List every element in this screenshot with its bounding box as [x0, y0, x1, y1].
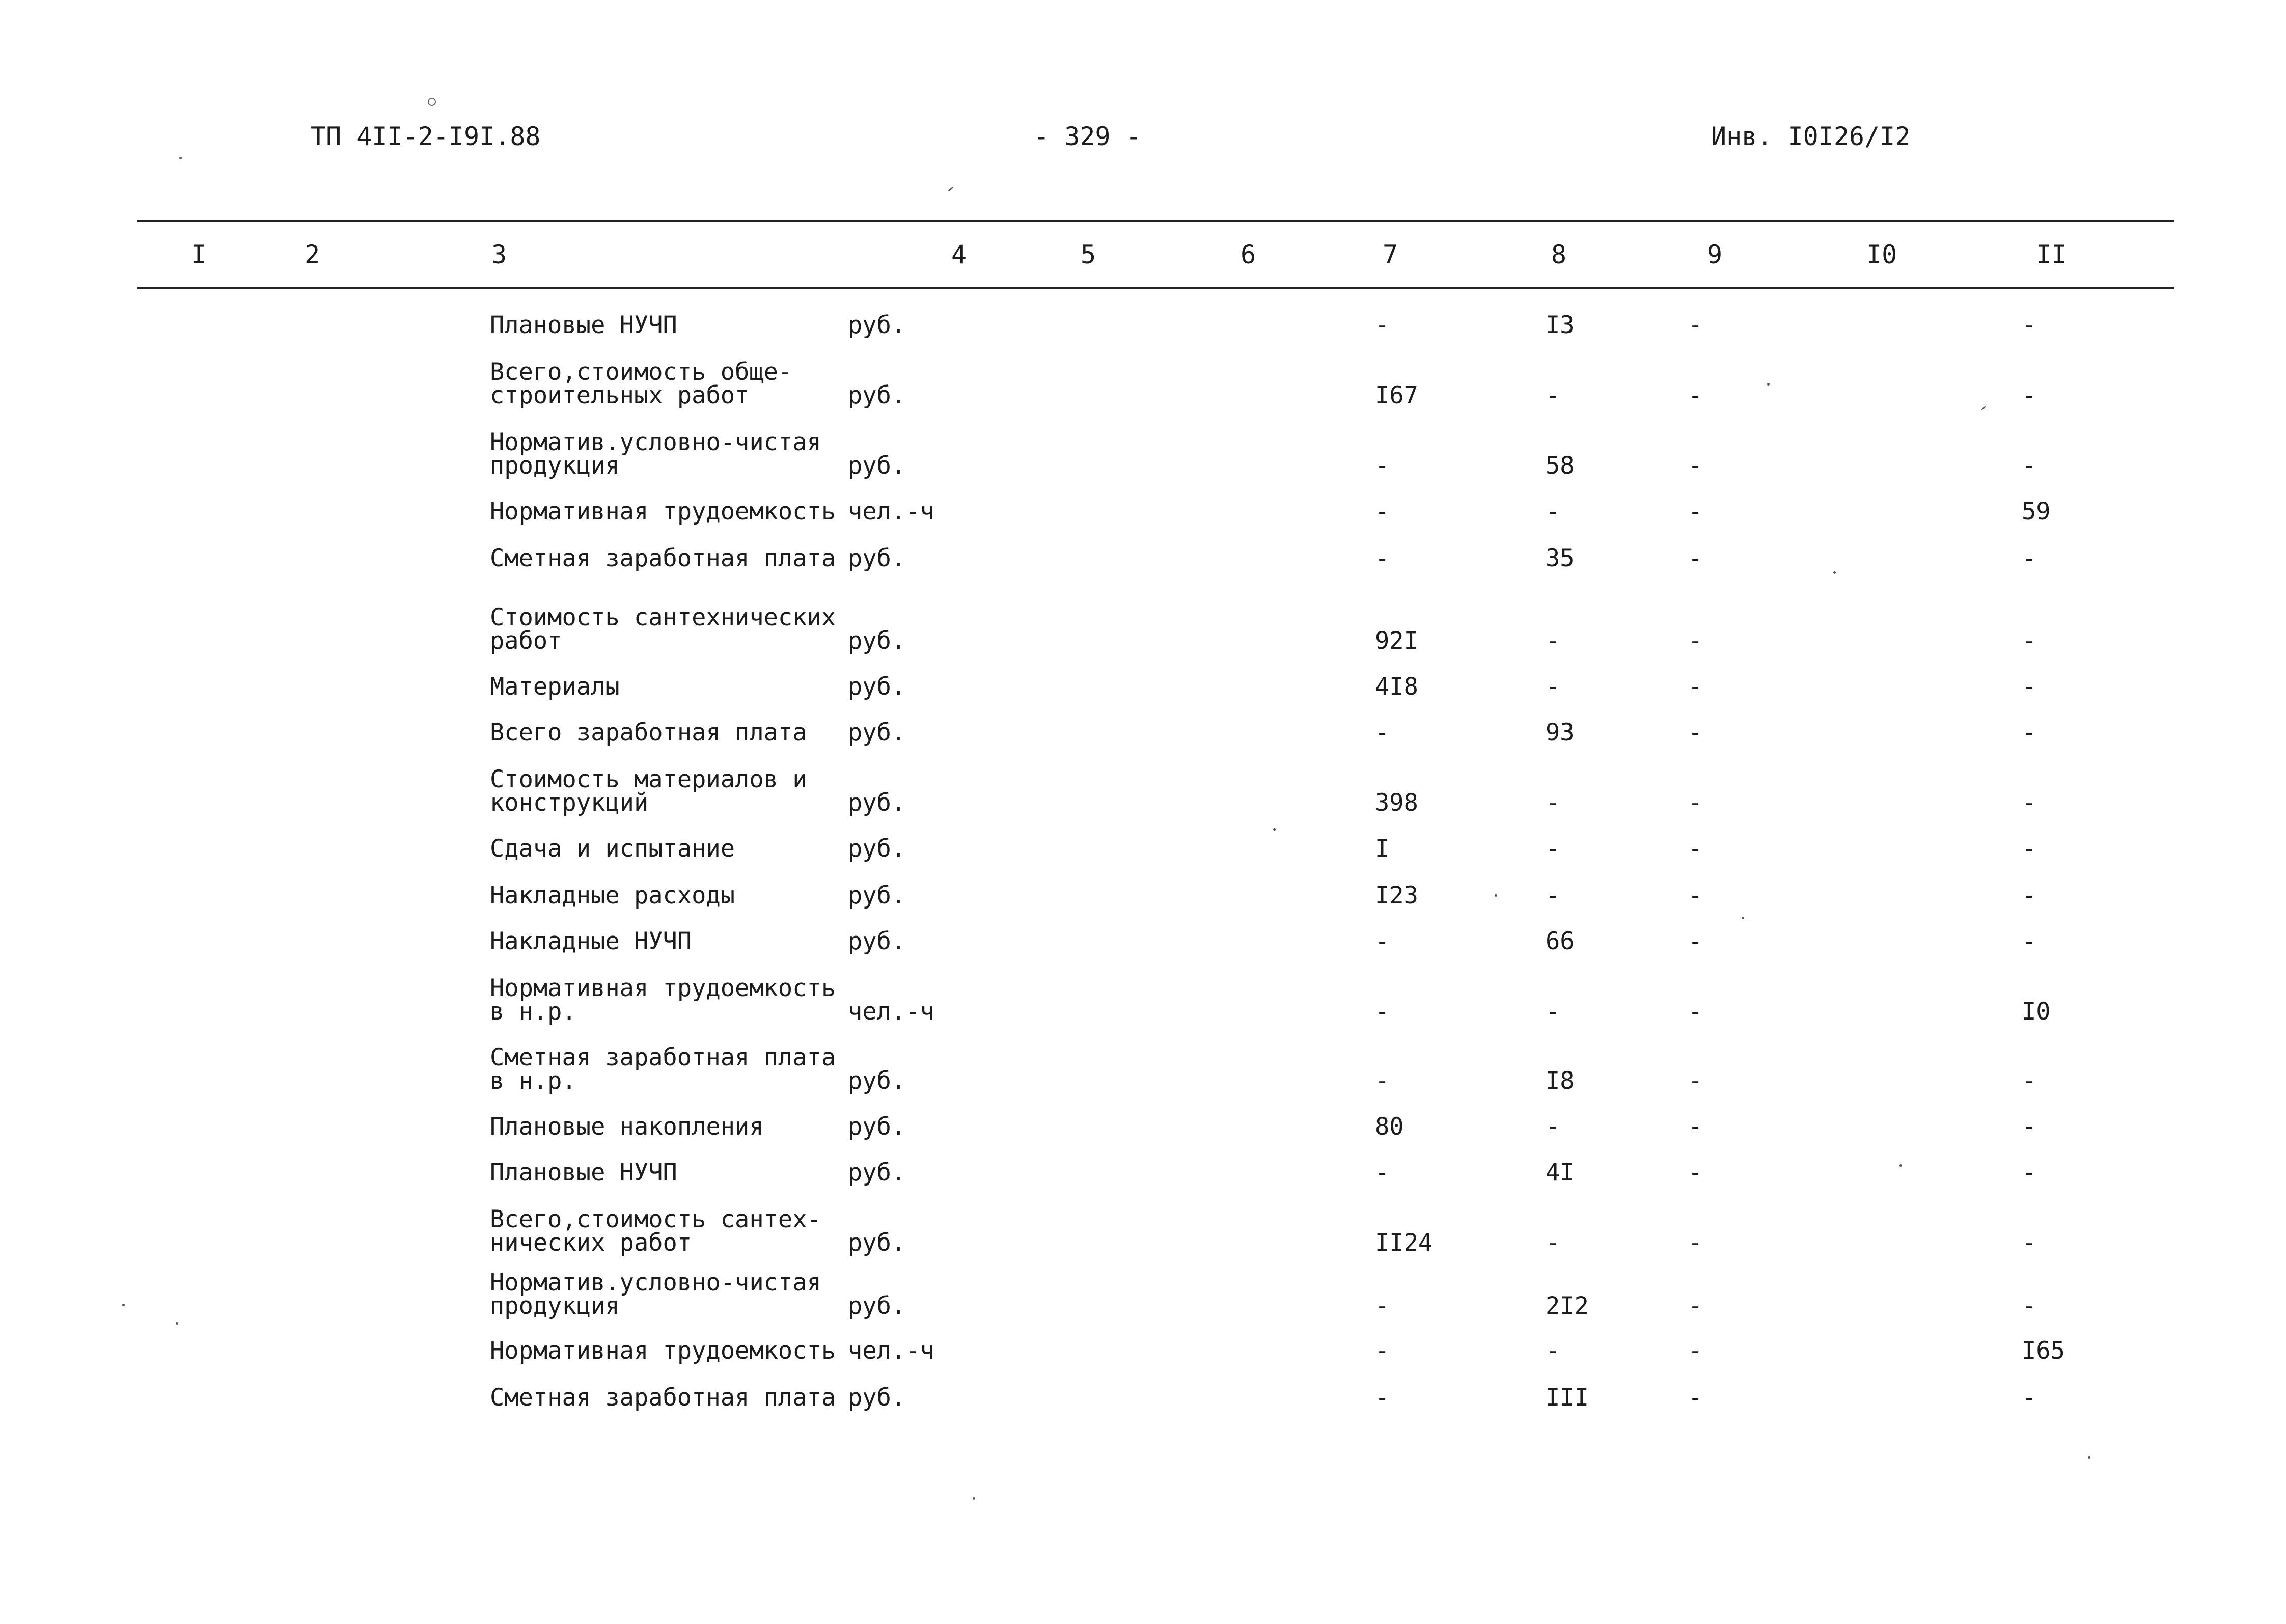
- scan-speck: [1899, 1164, 1902, 1167]
- table-row: [0, 500, 2286, 524]
- row-col11: -: [2022, 627, 2036, 655]
- row-name: Сметная заработная плата: [490, 544, 836, 572]
- row-col7: I67: [1375, 381, 1418, 409]
- row-col9: -: [1688, 673, 1703, 701]
- row-unit: руб.: [848, 835, 906, 863]
- row-unit: руб.: [848, 544, 906, 572]
- row-col7: II24: [1375, 1229, 1433, 1257]
- row-name: Сдача и испытание: [490, 835, 735, 863]
- scan-speck: [948, 186, 954, 192]
- table-row: [0, 1271, 2286, 1318]
- scan-speck: [973, 1497, 975, 1500]
- table-row: [0, 927, 2286, 955]
- row-col11: -: [2022, 1384, 2036, 1412]
- row-col8: -: [1546, 1113, 1560, 1141]
- scan-speck: [1833, 571, 1836, 574]
- column-number: 8: [1551, 240, 1567, 269]
- row-col7: -: [1375, 998, 1390, 1026]
- row-col9: -: [1688, 1337, 1703, 1365]
- row-col8: 93: [1546, 719, 1575, 747]
- column-number: II: [2036, 240, 2067, 269]
- row-col11: -: [2022, 927, 2036, 955]
- scan-speck: [1767, 383, 1770, 386]
- row-col7: -: [1375, 1384, 1390, 1412]
- row-unit: руб.: [848, 1113, 906, 1141]
- row-unit: руб.: [848, 627, 906, 655]
- row-unit: чел.-ч: [848, 1337, 934, 1365]
- scan-speck: [176, 1322, 178, 1325]
- row-unit: руб.: [848, 1292, 906, 1320]
- row-col11: -: [2022, 835, 2036, 863]
- scan-speck: [2088, 1456, 2090, 1459]
- row-col9: -: [1688, 311, 1703, 339]
- row-col9: -: [1688, 835, 1703, 863]
- row-col11: -: [2022, 1229, 2036, 1257]
- row-col11: -: [2022, 1292, 2036, 1320]
- row-name: Материалы: [490, 673, 620, 701]
- row-col8: -: [1546, 835, 1560, 863]
- table-row: [0, 1043, 2286, 1095]
- row-unit: руб.: [848, 1229, 906, 1257]
- row-col9: -: [1688, 1384, 1703, 1412]
- row-name: Сметная заработная плата в н.р.: [490, 1043, 836, 1095]
- row-col9: -: [1688, 544, 1703, 572]
- row-unit: руб.: [848, 882, 906, 910]
- row-unit: чел.-ч: [848, 998, 934, 1026]
- row-col11: I0: [2022, 998, 2051, 1026]
- row-name: Норматив.условно-чистая продукция: [490, 428, 821, 480]
- row-col11: -: [2022, 719, 2036, 747]
- row-col9: -: [1688, 1292, 1703, 1320]
- row-unit: руб.: [848, 719, 906, 747]
- row-col7: -: [1375, 311, 1390, 339]
- row-col7: -: [1375, 1159, 1390, 1187]
- row-name: Нормативная трудоемкость в н.р.: [490, 974, 836, 1026]
- row-name: Стоимость материалов и конструкций: [490, 765, 807, 817]
- row-col7: I: [1375, 835, 1390, 863]
- row-col7: -: [1375, 719, 1390, 747]
- row-unit: руб.: [848, 1067, 906, 1095]
- row-col7: -: [1375, 544, 1390, 572]
- row-col11: -: [2022, 1159, 2036, 1187]
- row-unit: руб.: [848, 927, 906, 955]
- scan-speck: [122, 1304, 125, 1306]
- document-code: ТП 4II-2-I9I.88: [311, 122, 541, 151]
- row-name: Стоимость сантехнических работ: [490, 603, 836, 655]
- row-col9: -: [1688, 1113, 1703, 1141]
- row-unit: руб.: [848, 1159, 906, 1187]
- row-name: Плановые НУЧП: [490, 311, 677, 339]
- row-col8: -: [1546, 381, 1560, 409]
- row-unit: руб.: [848, 673, 906, 701]
- row-name: Плановые НУЧП: [490, 1159, 677, 1187]
- row-name: Всего заработная плата: [490, 719, 807, 747]
- row-col7: -: [1375, 1337, 1390, 1365]
- scan-speck: [179, 157, 182, 159]
- row-unit: руб.: [848, 1384, 906, 1412]
- row-name: Норматив.условно-чистая продукция: [490, 1269, 821, 1320]
- table-row: [0, 1339, 2286, 1363]
- row-col7: -: [1375, 1067, 1390, 1095]
- table-row: [0, 544, 2286, 572]
- row-unit: чел.-ч: [848, 498, 934, 526]
- row-col9: -: [1688, 1159, 1703, 1187]
- column-number: 6: [1241, 240, 1256, 269]
- row-col7: 4I8: [1375, 673, 1418, 701]
- table-row: [0, 1161, 2286, 1185]
- table-row: [0, 603, 2286, 655]
- row-col9: -: [1688, 381, 1703, 409]
- row-col8: -: [1546, 1337, 1560, 1365]
- row-col9: -: [1688, 789, 1703, 817]
- row-col9: -: [1688, 498, 1703, 526]
- table-header-rule: [137, 287, 2174, 289]
- column-number: I0: [1866, 240, 1897, 269]
- row-col7: I23: [1375, 882, 1418, 910]
- table-row: [0, 1205, 2286, 1257]
- row-col8: -: [1546, 627, 1560, 655]
- table-row: [0, 765, 2286, 817]
- row-unit: руб.: [848, 452, 906, 480]
- row-name: Нормативная трудоемкость: [490, 498, 836, 526]
- row-col9: -: [1688, 627, 1703, 655]
- column-number: 9: [1707, 240, 1723, 269]
- row-col9: -: [1688, 1067, 1703, 1095]
- row-col8: III: [1546, 1384, 1589, 1412]
- table-top-rule: [137, 220, 2174, 222]
- row-col7: -: [1375, 498, 1390, 526]
- row-col11: -: [2022, 452, 2036, 480]
- scan-mark: [428, 98, 436, 106]
- row-col7: -: [1375, 452, 1390, 480]
- table-row: [0, 675, 2286, 699]
- row-col8: I8: [1546, 1067, 1575, 1095]
- row-col11: -: [2022, 311, 2036, 339]
- row-col11: I65: [2022, 1337, 2065, 1365]
- scan-speck: [1742, 917, 1744, 919]
- table-row: [0, 428, 2286, 480]
- row-col8: -: [1546, 498, 1560, 526]
- table-row: [0, 882, 2286, 910]
- row-name: Накладные НУЧП: [490, 927, 692, 955]
- row-name: Нормативная трудоемкость: [490, 1337, 836, 1365]
- column-number: 7: [1383, 240, 1398, 269]
- scan-speck: [1495, 894, 1497, 897]
- table-row: [0, 721, 2286, 745]
- row-col8: I3: [1546, 311, 1575, 339]
- row-unit: руб.: [848, 789, 906, 817]
- table-row: [0, 358, 2286, 409]
- row-col11: -: [2022, 544, 2036, 572]
- column-number: 5: [1081, 240, 1096, 269]
- row-col9: -: [1688, 1229, 1703, 1257]
- row-col7: -: [1375, 927, 1390, 955]
- table-row: [0, 974, 2286, 1026]
- row-unit: руб.: [848, 381, 906, 409]
- row-col11: -: [2022, 381, 2036, 409]
- row-col8: -: [1546, 789, 1560, 817]
- row-name: Всего,стоимость обще- строительных работ: [490, 358, 793, 409]
- column-number: 4: [951, 240, 967, 269]
- row-col9: -: [1688, 882, 1703, 910]
- inventory-number: Инв. I0I26/I2: [1711, 122, 1911, 151]
- row-col9: -: [1688, 927, 1703, 955]
- row-col9: -: [1688, 998, 1703, 1026]
- row-name: Накладные расходы: [490, 882, 735, 910]
- table-row: [0, 1115, 2286, 1139]
- row-col9: -: [1688, 452, 1703, 480]
- row-col11: -: [2022, 1113, 2036, 1141]
- column-number: 3: [491, 240, 507, 269]
- row-col8: 4I: [1546, 1159, 1575, 1187]
- row-col9: -: [1688, 719, 1703, 747]
- column-number: 2: [305, 240, 320, 269]
- row-unit: руб.: [848, 311, 906, 339]
- row-col8: 58: [1546, 452, 1575, 480]
- scan-speck: [1273, 828, 1276, 831]
- row-name: Сметная заработная плата: [490, 1384, 836, 1412]
- row-name: Плановые накопления: [490, 1113, 764, 1141]
- row-col11: -: [2022, 882, 2036, 910]
- table-row: [0, 1386, 2286, 1410]
- page-number: - 329 -: [1034, 122, 1141, 151]
- row-col7: 80: [1375, 1113, 1404, 1141]
- row-col8: -: [1546, 882, 1560, 910]
- row-col7: -: [1375, 1292, 1390, 1320]
- row-col8: -: [1546, 1229, 1560, 1257]
- row-col8: -: [1546, 673, 1560, 701]
- row-col8: 66: [1546, 927, 1575, 955]
- row-col8: -: [1546, 998, 1560, 1026]
- row-col7: 92I: [1375, 627, 1418, 655]
- column-number: I: [191, 240, 207, 269]
- row-col11: 59: [2022, 498, 2051, 526]
- row-col8: 2I2: [1546, 1292, 1589, 1320]
- table-row: [0, 837, 2286, 861]
- row-col11: -: [2022, 1067, 2036, 1095]
- table-row: [0, 311, 2286, 339]
- row-col11: -: [2022, 673, 2036, 701]
- row-name: Всего,стоимость сантех- нических работ: [490, 1205, 821, 1257]
- row-col8: 35: [1546, 544, 1575, 572]
- row-col7: 398: [1375, 789, 1418, 817]
- row-col11: -: [2022, 789, 2036, 817]
